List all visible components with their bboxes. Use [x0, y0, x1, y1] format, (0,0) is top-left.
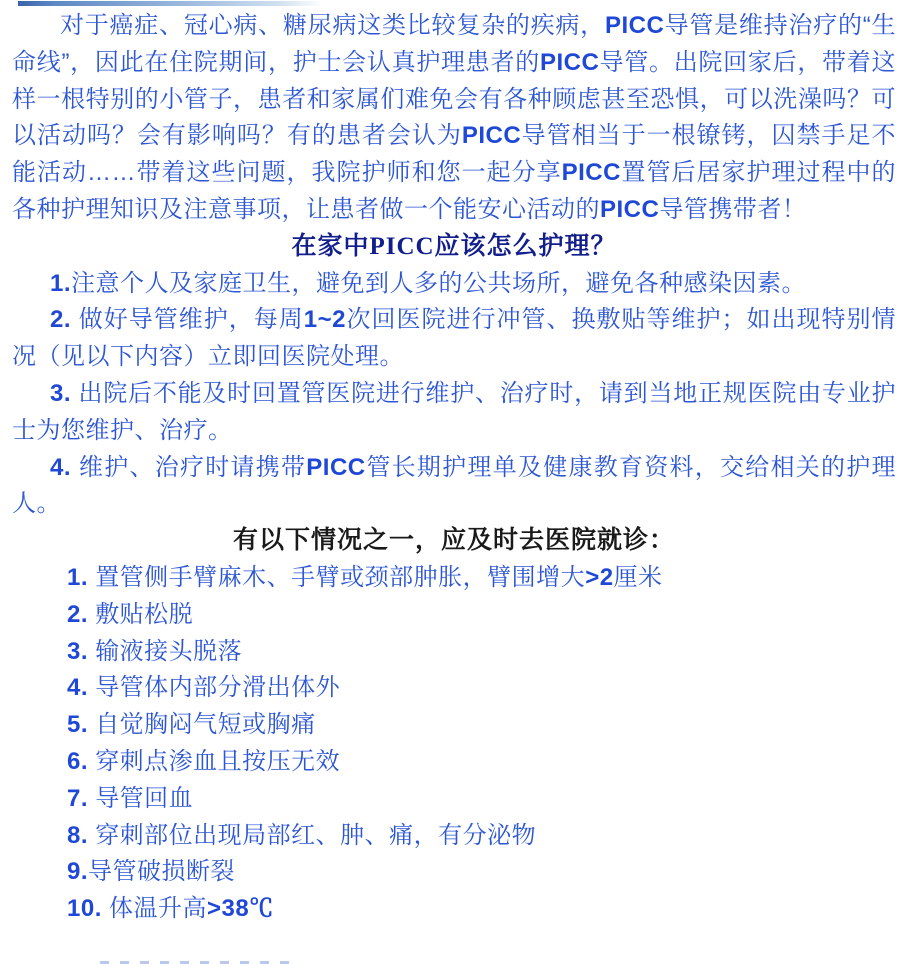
intro-paragraph: 对于癌症、冠心病、糖尿病这类比较复杂的疾病，PICC导管是维持治疗的“生命线”，因此在住院期间，护士会认真护理患者的PICC导管。出院回家后，带着这样一根特别的小管子，患者和家属们难免会有各种顾虑甚至恐惧，可以洗澡吗？可以活动吗？会有影响吗？有的患者会认为PICC导管相当于一根镣铐，囚禁手足不能活动……带着这些问题，我院护师和您一起分享PICC置管后居家护理过程中的各种护理知识及注意事项，让患者做一个能安心活动的PICC导管携带者！: [12, 12, 897, 223]
warning-item-7: 7. 导管回血: [67, 784, 194, 812]
warning-item-8: 8. 穿刺部位出现局部红、肿、痛，有分泌物: [67, 821, 537, 849]
care-item-2: 2. 做好导管维护，每周1~2次回医院进行冲管、换敷贴等维护；如出现特别情况（见以下内容）立即回医院处理。: [12, 306, 897, 371]
warning-item-1: 1. 置管侧手臂麻木、手臂或颈部肿胀，臂围增大>2厘米: [67, 563, 663, 591]
warning-list: [67, 560, 896, 928]
care-item-4: 4. 维护、治疗时请携带PICC管长期护理单及健康教育资料，交给相关的护理人。: [12, 453, 897, 518]
section2-heading: 有以下情况之一，应及时去医院就诊：: [232, 527, 675, 555]
warning-item-3: 3. 输液接头脱落: [67, 637, 243, 665]
warning-item-9: 9.导管破损断裂: [67, 858, 236, 886]
warning-item-10: 10. 体温升高>38℃: [67, 895, 274, 923]
section1-heading: 在家中PICC应该怎么护理？: [291, 232, 617, 260]
warning-item-2: 2. 敷贴松脱: [67, 600, 194, 628]
warning-item-4: 4. 导管体内部分滑出体外: [67, 674, 341, 702]
warning-item-5: 5. 自觉胸闷气短或胸痛: [67, 711, 316, 739]
care-item-1: 1.注意个人及家庭卫生，避免到人多的公共场所，避免各种感染因素。: [50, 269, 807, 297]
care-item-3: 3. 出院后不能及时回置管医院进行维护、治疗时，请到当地正规医院由专业护士为您维护、治疗。: [12, 379, 896, 444]
warning-item-6: 6. 穿刺点渗血且按压无效: [67, 747, 341, 775]
